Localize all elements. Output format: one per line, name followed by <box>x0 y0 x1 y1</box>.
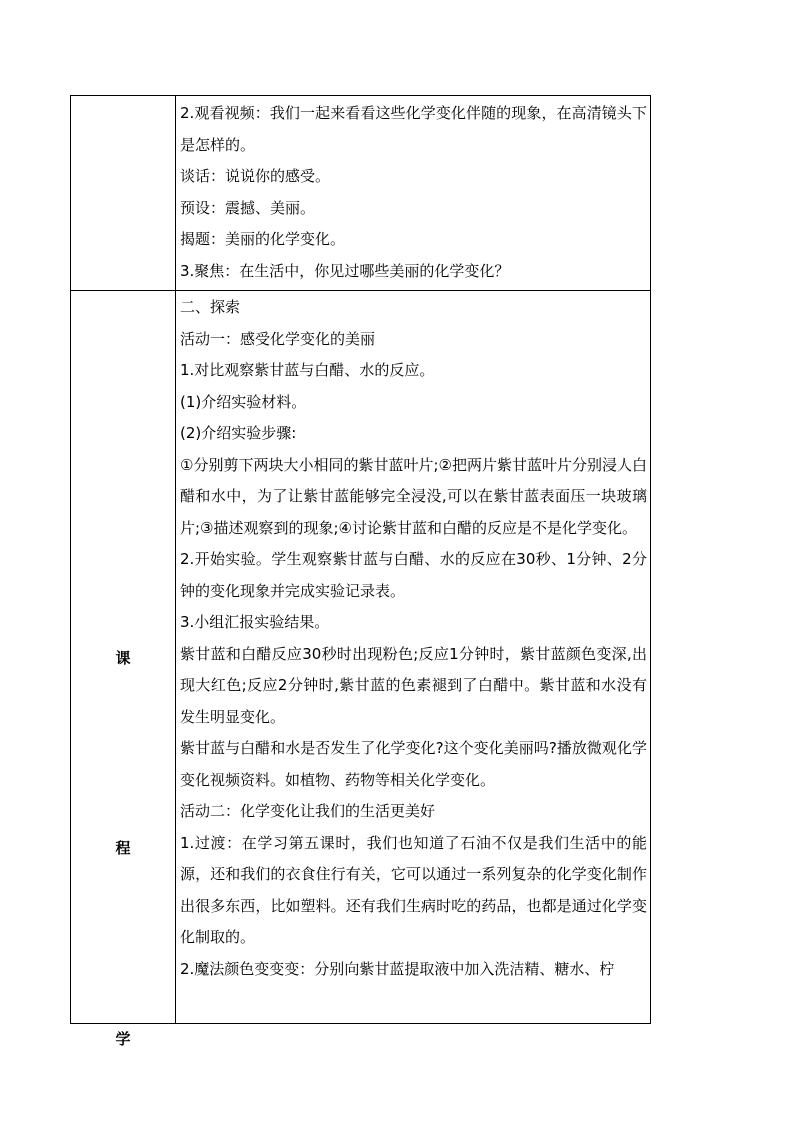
paragraph: 2.观看视频：我们一起来看看这些化学变化伴随的现象，在高清镜头下是怎样的。 <box>180 104 647 154</box>
section-heading: 二、探索 <box>180 298 241 316</box>
label-char: 课 <box>115 649 131 667</box>
label-cell <box>71 291 176 1048</box>
paragraph: 预设：震撼、美丽。 <box>180 198 316 217</box>
paragraph: 紫甘蓝和白醋反应30秒时出现粉色;反应1分钟时，紫甘蓝颜色变深,出现大红色;反应2分钟时,紫甘蓝的色素褪到了白醋中。紫甘蓝和水没有发生明显变化。 <box>180 644 647 726</box>
lesson-plan-table <box>70 95 651 1048</box>
content-cell <box>176 96 651 291</box>
vertical-label <box>71 291 175 1048</box>
label-cell <box>71 96 176 291</box>
paragraph: (1)介绍实验材料。 <box>180 392 307 411</box>
paragraph: 谈话：说说你的感受。 <box>180 167 331 185</box>
table-row <box>71 291 651 1024</box>
activity-heading: 活动一：感受化学变化的美丽 <box>180 329 376 348</box>
paragraph: (2)介绍实验步骤: <box>180 424 297 442</box>
table-row <box>71 96 651 291</box>
paragraph: 揭题：美丽的化学变化。 <box>180 230 346 248</box>
activity-heading: 活动二：化学变化让我们的生活更美好 <box>180 802 436 820</box>
paragraph: 2.魔法颜色变变变：分别向紫甘蓝提取液中加入洗洁精、糖水、柠 <box>180 959 615 978</box>
paragraph: 3.聚焦：在生活中，你见过哪些美丽的化学变化？ <box>180 261 510 280</box>
label-char: 程 <box>115 839 131 857</box>
content-cell <box>176 291 651 1024</box>
paragraph: 紫甘蓝与白醋和水是否发生了化学变化?这个变化美丽吗?播放微观化学变化视频资料。如植物、药物等相关化学变化。 <box>180 739 647 789</box>
paragraph: ①分别剪下两块大小相同的紫甘蓝叶片;②把两片紫甘蓝叶片分别浸人白醋和水中，为了让紫甘蓝能够完全浸没,可以在紫甘蓝表面压一块玻璃片;③描述观察到的现象;④讨论紫甘蓝和白醋的反应是不是化学变化。 <box>180 455 647 537</box>
paragraph: 1.过渡：在学习第五课时，我们也知道了石油不仅是我们生活中的能源，还和我们的衣食住行有关，它可以通过一系列复杂的化学变化制作出很多东西，比如塑料。还有我们生病时吃的药品，也都是通过化学变化制取的。 <box>180 833 647 946</box>
paragraph: 2.开始实验。学生观察紫甘蓝与白醋、水的反应在30秒、1分钟、2分钟的变化现象并完成实验记录表。 <box>180 550 647 600</box>
paragraph: 3.小组汇报实验结果。 <box>180 613 330 631</box>
label-char: 学 <box>115 1030 131 1048</box>
paragraph: 1.对比观察紫甘蓝与白醋、水的反应。 <box>180 361 435 379</box>
